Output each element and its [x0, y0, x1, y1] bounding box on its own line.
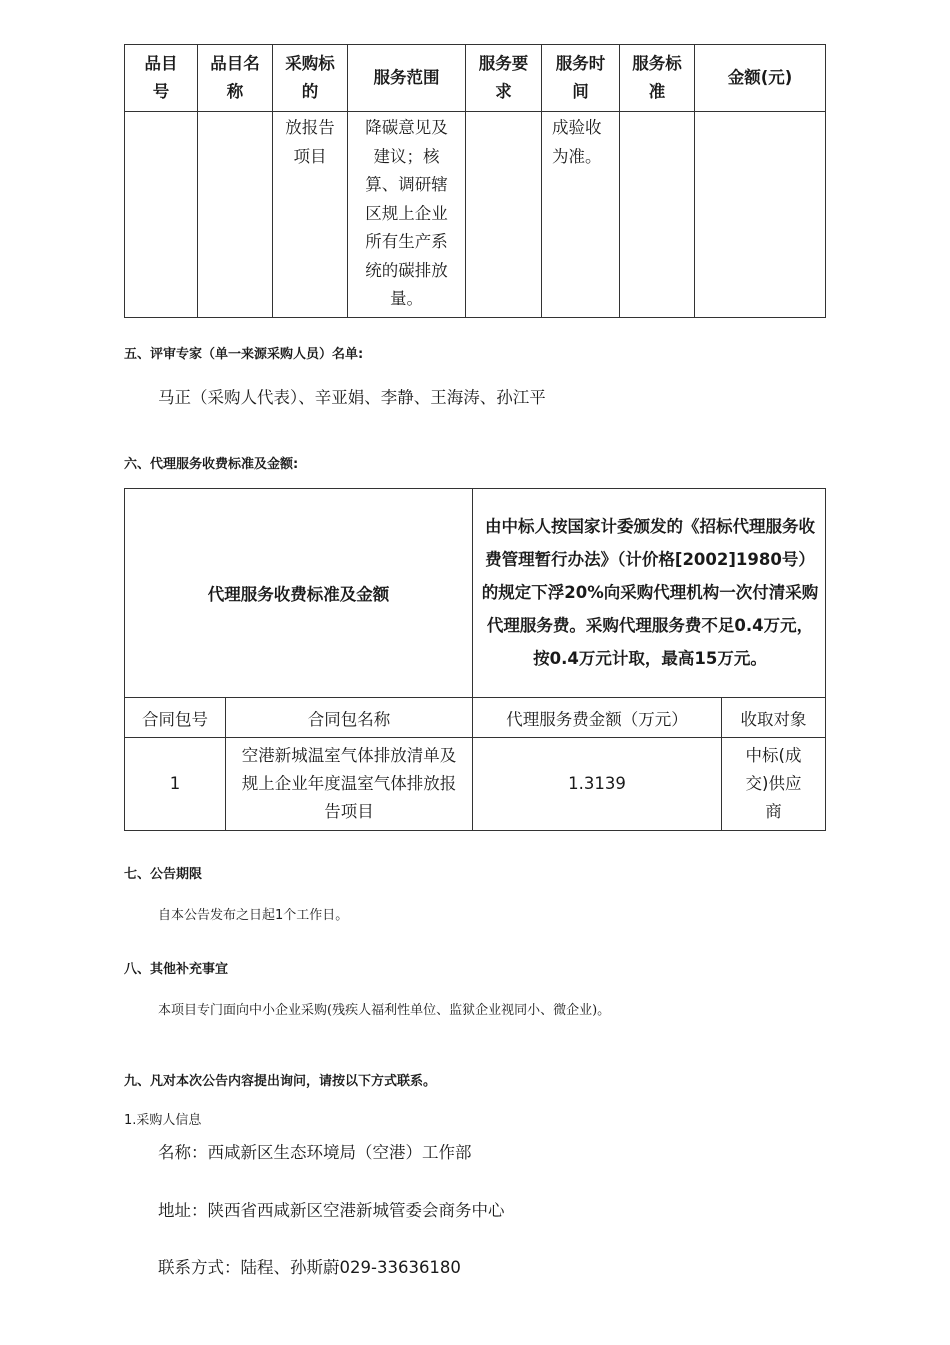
col-header-package-no: 合同包号 [125, 698, 226, 738]
cell-package-name: 空港新城温室气体排放清单及规上企业年度温室气体排放报告项目 [226, 738, 473, 831]
section9-heading: 九、凡对本次公告内容提出询问，请按以下方式联系。 [124, 1074, 437, 1089]
cell-target: 放报告项目 [273, 112, 348, 318]
fee-header-row [125, 698, 826, 738]
col-header-amount: 金额(元) [695, 45, 826, 112]
section6-heading: 六、代理服务收费标准及金额: [124, 457, 299, 472]
fee-standard-label: 代理服务收费标准及金额 [125, 489, 473, 698]
col-header-item-no: 品目号 [125, 45, 198, 112]
cell-requirement [466, 112, 542, 318]
cell-scope: 降碳意见及建议；核算、调研辖区规上企业所有生产系统的碳排放量。 [348, 112, 466, 318]
purchaser-address: 地址：陕西省西咸新区空港新城管委会商务中心 [158, 1201, 505, 1220]
supplementary-note: 本项目专门面向中小企业采购(残疾人福利性单位、监狱企业视同小、微企业)。 [158, 1003, 611, 1018]
section7-heading: 七、公告期限 [124, 867, 203, 882]
agency-fee-table [124, 488, 826, 831]
purchaser-contact: 联系方式：陆程、孙斯蔚029-33636180 [158, 1258, 461, 1277]
expert-list: 马正（采购人代表）、辛亚娟、李静、王海涛、孙江平 [158, 388, 546, 407]
cell-item-no [125, 112, 198, 318]
col-header-time: 服务时间 [542, 45, 620, 112]
section5-heading: 五、评审专家（单一来源采购人员）名单: [124, 347, 364, 362]
procurement-items-table [124, 44, 826, 318]
col-header-payer: 收取对象 [722, 698, 826, 738]
cell-time: 成验收为准。 [542, 112, 620, 318]
table-header-row [125, 45, 826, 112]
notice-period: 自本公告发布之日起1个工作日。 [158, 908, 349, 923]
table-row [125, 738, 826, 831]
col-header-standard: 服务标准 [620, 45, 695, 112]
purchaser-name: 名称：西咸新区生态环境局（空港）工作部 [158, 1143, 472, 1162]
cell-amount [695, 112, 826, 318]
cell-package-no: 1 [125, 738, 226, 831]
purchaser-info-heading: 1.采购人信息 [124, 1113, 202, 1128]
col-header-target: 采购标的 [273, 45, 348, 112]
cell-item-name [198, 112, 273, 318]
cell-standard [620, 112, 695, 318]
col-header-scope: 服务范围 [348, 45, 466, 112]
fee-standard-description: 由中标人按国家计委颁发的《招标代理服务收费管理暂行办法》（计价格[2002]1980号）的规定下浮20%向采购代理机构一次付清采购代理服务费。采购代理服务费不足0.4万元，按0.4万元计取，最高15万元。 [473, 489, 826, 698]
cell-payer: 中标(成交)供应商 [722, 738, 826, 831]
cell-fee: 1.3139 [473, 738, 722, 831]
col-header-item-name: 品目名称 [198, 45, 273, 112]
table-row [125, 112, 826, 318]
fee-standard-row [125, 489, 826, 698]
col-header-package-name: 合同包名称 [226, 698, 473, 738]
section8-heading: 八、其他补充事宜 [124, 962, 229, 977]
col-header-requirement: 服务要求 [466, 45, 542, 112]
col-header-fee: 代理服务费金额（万元） [473, 698, 722, 738]
